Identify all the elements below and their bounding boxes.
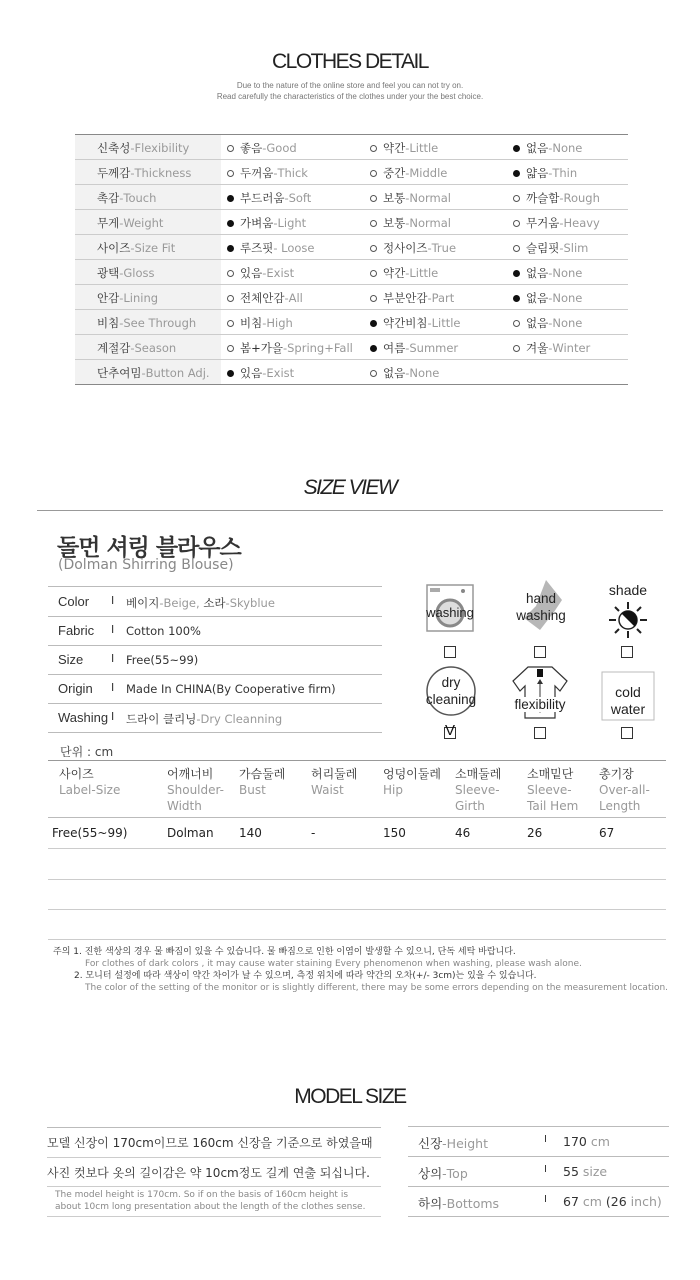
option-en: -Rough: [559, 191, 600, 205]
option-kr: 약간: [383, 141, 406, 155]
option-en: -Little: [405, 266, 439, 280]
note-2-en: The color of the setting of the monitor or is slightly different, there may be some errors depending on the measurement location.: [85, 983, 669, 993]
selected-dot-icon: [513, 170, 520, 177]
model-note-en: The model height is 170cm. So if on the basis of 160cm height is about 10cm long presentation about the length of the clothes sense.: [55, 1190, 366, 1212]
size-view-title: SIZE VIEW: [303, 476, 397, 499]
option-kr: 좋음: [240, 141, 263, 155]
size-header-en: Over-all- Length: [599, 783, 650, 813]
empty-circle-icon: [227, 320, 234, 327]
info-value: [126, 595, 275, 611]
size-table-line-4: [48, 939, 666, 940]
size-header-en: Hip: [383, 783, 403, 797]
detail-label-en: -Weight: [119, 216, 164, 230]
detail-row: [75, 335, 628, 360]
detail-option: [227, 310, 293, 336]
option-en: -True: [427, 241, 457, 255]
detail-option: [513, 210, 600, 236]
option-en: -Slim: [559, 241, 589, 255]
detail-label-kr: 안감: [97, 291, 120, 305]
option-kr: 겨울: [526, 341, 549, 355]
selected-dot-icon: [513, 145, 520, 152]
detail-option: [370, 260, 438, 286]
info-separator: I: [111, 681, 115, 694]
clothes-detail-table: [75, 134, 628, 385]
empty-circle-icon: [370, 245, 377, 252]
detail-option: [370, 160, 447, 186]
detail-row: [75, 160, 628, 185]
option-kr: 없음: [383, 366, 406, 380]
detail-row: [75, 135, 628, 160]
detail-option: [513, 260, 582, 286]
info-separator: I: [111, 623, 115, 636]
detail-label: [75, 185, 221, 209]
option-kr: 까슬함: [526, 191, 560, 205]
option-kr: 없음: [526, 291, 549, 305]
detail-row: [75, 260, 628, 285]
detail-option: [370, 210, 451, 236]
option-en: -Winter: [548, 341, 591, 355]
detail-label-en: -Gloss: [119, 266, 155, 280]
option-en: -None: [548, 316, 583, 330]
model-value: [563, 1194, 662, 1209]
detail-option: [370, 310, 460, 336]
option-en: -None: [548, 291, 583, 305]
model-size-row: [408, 1127, 669, 1157]
option-en: -None: [548, 141, 583, 155]
model-note-kr-1: 모델 신장이 170cm이므로 160cm 신장을 기준으로 하였을때: [47, 1136, 373, 1150]
option-en: -Light: [273, 216, 307, 230]
info-row: [48, 587, 382, 617]
model-key: [418, 1164, 468, 1182]
empty-circle-icon: [227, 295, 234, 302]
size-cell: Free(55~99): [52, 826, 128, 840]
option-en: -Exist: [262, 366, 295, 380]
detail-label-kr: 신축성: [97, 141, 131, 155]
detail-label-en: -Thickness: [130, 166, 192, 180]
model-size-row: [408, 1157, 669, 1187]
detail-option: [227, 285, 303, 311]
detail-option: [513, 310, 582, 336]
size-header-en: Shoulder- Width: [167, 783, 224, 813]
option-en: -Thick: [273, 166, 308, 180]
info-value-kr: 드라이 클리닝: [126, 712, 197, 726]
detail-option: [513, 135, 582, 161]
note-2-kr: 2. 모니터 설정에 따라 색상이 약간 차이가 날 수 있으며, 측정 위치에 따라 약간의 오차(+/- 3cm)는 있을 수 있습니다.: [74, 971, 537, 981]
model-left-line-2: [47, 1186, 381, 1187]
option-en: -Normal: [405, 191, 451, 205]
size-cell: -: [311, 826, 316, 840]
care-label-dry-cleaning: dry cleaning: [425, 675, 477, 707]
size-header-en: Waist: [311, 783, 344, 797]
checkbox-cold-water: [621, 727, 633, 739]
selected-dot-icon: [227, 245, 234, 252]
option-kr: 가벼움: [240, 216, 274, 230]
model-key-kr: 상의: [418, 1166, 443, 1181]
option-kr: 전체안감: [240, 291, 285, 305]
info-value-en: -Beige,: [159, 596, 204, 610]
care-label-washing: washing: [426, 605, 474, 620]
detail-option: [370, 285, 454, 311]
detail-label-en: -Season: [130, 341, 177, 355]
option-kr: 약간: [383, 266, 406, 280]
option-en: -Exist: [262, 266, 295, 280]
option-en: -Soft: [284, 191, 312, 205]
model-size-row: [408, 1187, 669, 1217]
detail-label-kr: 단추여밈: [97, 366, 142, 380]
detail-label: [75, 235, 221, 259]
info-value-kr: Made In CHINA(By Cooperative firm): [126, 682, 336, 696]
size-header-kr: 가슴둘레: [239, 767, 286, 781]
detail-label-en: -Touch: [119, 191, 157, 205]
detail-label-kr: 촉감: [97, 191, 120, 205]
option-kr: 정사이즈: [383, 241, 428, 255]
shirt-flexibility-icon: [510, 664, 570, 722]
selected-dot-icon: [227, 195, 234, 202]
size-header-kr: 허리둘레: [311, 767, 358, 781]
option-kr: 얇음: [526, 166, 549, 180]
info-key: Fabric: [58, 623, 95, 638]
info-value: [126, 682, 336, 696]
selected-dot-icon: [370, 345, 377, 352]
detail-label-kr: 사이즈: [97, 241, 131, 255]
checkbox-shade: [621, 646, 633, 658]
info-separator: I: [111, 710, 115, 723]
product-name-en: (Dolman Shirring Blouse): [58, 557, 234, 573]
model-size-title: MODEL SIZE: [294, 1085, 406, 1108]
model-note-kr-2: 사진 컷보다 옷의 길이감은 약 10cm정도 길게 연출 되십니다.: [47, 1166, 370, 1180]
info-value-kr: 베이지: [126, 596, 160, 610]
size-column-header: [167, 766, 224, 814]
model-value: [563, 1164, 607, 1179]
detail-label: [75, 260, 221, 284]
care-label-cold-water: cold water: [610, 684, 646, 717]
option-en: -Middle: [405, 166, 448, 180]
empty-circle-icon: [513, 220, 520, 227]
detail-label-en: -Flexibility: [130, 141, 190, 155]
info-value-en-2: -Skyblue: [225, 596, 275, 610]
detail-option: [513, 335, 590, 361]
info-row: [48, 645, 382, 675]
empty-circle-icon: [513, 320, 520, 327]
empty-circle-icon: [227, 345, 234, 352]
detail-row: [75, 360, 628, 385]
size-column-header: [527, 766, 578, 814]
model-value-num: 67: [563, 1194, 579, 1209]
size-cell: 26: [527, 826, 543, 840]
detail-label: [75, 360, 221, 384]
detail-option: [227, 260, 294, 286]
model-left-line-1: [47, 1157, 381, 1158]
option-en: -Little: [405, 141, 439, 155]
size-column-header: [383, 766, 441, 798]
detail-label-en: -Size Fit: [130, 241, 176, 255]
option-en: -Thin: [548, 166, 578, 180]
detail-option: [370, 335, 458, 361]
empty-circle-icon: [227, 145, 234, 152]
model-value-num: 170: [563, 1134, 587, 1149]
option-kr: 중간: [383, 166, 406, 180]
unit-label: 단위 : cm: [60, 745, 114, 759]
model-value-num: 55: [563, 1164, 579, 1179]
size-table-top-line: [48, 760, 666, 761]
model-key: [418, 1194, 499, 1212]
detail-label: [75, 135, 221, 159]
option-en: -Spring+Fall: [282, 341, 353, 355]
size-header-en: Bust: [239, 783, 266, 797]
info-row: [48, 703, 382, 733]
info-value-en: -Dry Cleanning: [196, 712, 283, 726]
empty-circle-icon: [370, 220, 377, 227]
detail-option: [227, 335, 353, 361]
info-key: Origin: [58, 681, 93, 696]
size-cell: 67: [599, 826, 615, 840]
option-kr: 있음: [240, 266, 263, 280]
detail-option: [227, 235, 314, 261]
model-separator: I: [544, 1134, 547, 1145]
product-name-kr: 돌먼 셔링 블라우스: [57, 535, 241, 561]
model-separator: I: [544, 1194, 547, 1205]
model-key-en: -Height: [442, 1136, 488, 1151]
size-table-line-1: [48, 848, 666, 849]
detail-row: [75, 235, 628, 260]
option-en: -Summer: [405, 341, 459, 355]
selected-dot-icon: [513, 295, 520, 302]
detail-label-en: -Button Adj.: [141, 366, 210, 380]
empty-circle-icon: [513, 345, 520, 352]
shade-sun-icon: [607, 600, 649, 640]
model-value-unit-2: inch): [626, 1194, 662, 1209]
detail-row: [75, 210, 628, 235]
model-key-en: -Top: [442, 1166, 468, 1181]
detail-label: [75, 210, 221, 234]
option-en: -Good: [262, 141, 297, 155]
detail-row: [75, 310, 628, 335]
size-table-header-line: [48, 817, 666, 818]
model-value-unit: size: [578, 1164, 608, 1179]
size-column-header: [59, 766, 120, 798]
option-kr: 있음: [240, 366, 263, 380]
info-value-kr: Cotton 100%: [126, 624, 201, 638]
size-header-en: Sleeve- Tail Hem: [527, 783, 579, 813]
option-en: -None: [405, 366, 440, 380]
option-kr: 없음: [526, 141, 549, 155]
option-kr: 두꺼움: [240, 166, 274, 180]
size-cell: 150: [383, 826, 406, 840]
info-value-kr-2: 소라: [203, 596, 226, 610]
clothes-detail-subtitle-2: Read carefully the characteristics of the clothes under your the best choice.: [216, 92, 484, 101]
empty-circle-icon: [513, 195, 520, 202]
option-kr: 여름: [383, 341, 406, 355]
info-value: [126, 711, 282, 727]
detail-label-en: -Lining: [119, 291, 159, 305]
info-value-kr: Free(55~99): [126, 653, 199, 667]
size-column-header: [599, 766, 650, 814]
model-value: [563, 1134, 610, 1149]
option-en: -Little: [427, 316, 461, 330]
detail-label-kr: 계절감: [97, 341, 131, 355]
size-column-header: [239, 766, 285, 798]
info-row: [48, 674, 382, 704]
option-en: -High: [262, 316, 293, 330]
option-kr: 약간비침: [383, 316, 428, 330]
model-key-kr: 하의: [418, 1196, 443, 1211]
size-table-line-3: [48, 909, 666, 910]
size-cell: 140: [239, 826, 262, 840]
detail-label: [75, 285, 221, 309]
detail-option: [513, 235, 588, 261]
note-1-kr: 주의 1. 진한 색상의 경우 물 빠짐이 있을 수 있습니다. 물 빠짐으로 인한 이염이 발생할 수 있으니, 단독 세탁 바랍니다.: [53, 947, 516, 957]
empty-circle-icon: [370, 295, 377, 302]
option-en: -Heavy: [559, 216, 600, 230]
info-separator: I: [111, 652, 115, 665]
detail-label-kr: 광택: [97, 266, 120, 280]
detail-option: [513, 185, 600, 211]
option-en: -None: [548, 266, 583, 280]
option-en: -Part: [427, 291, 455, 305]
size-header-kr: 소매둘레: [455, 767, 502, 781]
model-left-bottom-line: [47, 1216, 381, 1217]
model-left-top-line: [47, 1127, 381, 1128]
detail-label-en: -See Through: [119, 316, 197, 330]
model-value-num-2: (26: [605, 1194, 627, 1209]
option-kr: 보통: [383, 191, 406, 205]
empty-circle-icon: [370, 195, 377, 202]
option-en: - Loose: [273, 241, 315, 255]
size-header-kr: 총기장: [599, 767, 634, 781]
detail-option: [513, 285, 582, 311]
size-header-en: Sleeve- Girth: [455, 783, 500, 813]
model-value-unit: cm: [578, 1194, 606, 1209]
option-kr: 부드러움: [240, 191, 285, 205]
option-kr: 부분안감: [383, 291, 428, 305]
checkbox-flexibility: [534, 727, 546, 739]
selected-dot-icon: [370, 320, 377, 327]
option-kr: 비침: [240, 316, 263, 330]
checkbox-hand-washing: [534, 646, 546, 658]
option-kr: 보통: [383, 216, 406, 230]
info-key: Size: [58, 652, 84, 667]
size-header-en: Label-Size: [59, 783, 121, 797]
model-value-unit: cm: [586, 1134, 610, 1149]
care-label-shade: shade: [608, 582, 648, 598]
detail-label-kr: 무게: [97, 216, 120, 230]
detail-option: [227, 160, 308, 186]
detail-option: [227, 185, 311, 211]
empty-circle-icon: [370, 370, 377, 377]
clothes-detail-subtitle-1: Due to the nature of the online store and feel you can not try on.: [236, 81, 464, 90]
empty-circle-icon: [370, 145, 377, 152]
info-separator: I: [111, 594, 115, 607]
option-en: -Normal: [405, 216, 451, 230]
option-kr: 무거움: [526, 216, 560, 230]
size-column-header: [455, 766, 501, 814]
size-header-kr: 사이즈: [59, 767, 94, 781]
selected-dot-icon: [227, 220, 234, 227]
care-label-flexibility: flexibility: [505, 697, 575, 712]
model-separator: I: [544, 1164, 547, 1175]
detail-label: [75, 310, 221, 334]
info-key: Color: [58, 594, 90, 609]
size-cell: 46: [455, 826, 471, 840]
detail-option: [513, 160, 577, 186]
detail-option: [370, 235, 456, 261]
detail-option: [370, 135, 438, 161]
check-mark: V: [445, 722, 456, 739]
model-key-en: -Bottoms: [442, 1196, 500, 1211]
size-table-line-2: [48, 879, 666, 880]
size-column-header: [311, 766, 357, 798]
option-kr: 없음: [526, 316, 549, 330]
detail-option: [227, 210, 306, 236]
detail-row: [75, 285, 628, 310]
size-header-kr: 어깨너비: [167, 767, 214, 781]
info-value: [126, 624, 201, 638]
empty-circle-icon: [513, 245, 520, 252]
detail-row: [75, 185, 628, 210]
size-view-divider: [37, 510, 663, 511]
empty-circle-icon: [370, 170, 377, 177]
option-kr: 루즈핏: [240, 241, 274, 255]
selected-dot-icon: [227, 370, 234, 377]
size-cell: Dolman: [167, 826, 214, 840]
selected-dot-icon: [513, 270, 520, 277]
care-label-hand-washing: hand washing: [516, 591, 566, 623]
detail-option: [370, 360, 439, 386]
detail-option: [227, 360, 294, 386]
detail-label-kr: 두께감: [97, 166, 131, 180]
detail-label: [75, 160, 221, 184]
detail-label: [75, 335, 221, 359]
detail-option: [370, 185, 451, 211]
info-key: Washing: [58, 710, 109, 725]
note-1-en: For clothes of dark colors , it may cause water staining Every phenomenon when washing, please wash alone.: [85, 959, 582, 969]
empty-circle-icon: [227, 270, 234, 277]
option-kr: 없음: [526, 266, 549, 280]
option-kr: 봄+가을: [240, 341, 283, 355]
detail-option: [227, 135, 297, 161]
info-row: [48, 616, 382, 646]
model-key: [418, 1134, 488, 1152]
checkbox-washing: [444, 646, 456, 658]
size-header-kr: 엉덩이둘레: [383, 767, 441, 781]
detail-label-kr: 비침: [97, 316, 120, 330]
empty-circle-icon: [227, 170, 234, 177]
size-header-kr: 소매밑단: [527, 767, 574, 781]
checkbox-dry-cleaning: [444, 722, 456, 739]
empty-circle-icon: [370, 270, 377, 277]
option-kr: 슬림핏: [526, 241, 560, 255]
info-value: [126, 653, 198, 667]
model-key-kr: 신장: [418, 1136, 443, 1151]
option-en: -All: [284, 291, 303, 305]
clothes-detail-title: CLOTHES DETAIL: [272, 50, 428, 73]
